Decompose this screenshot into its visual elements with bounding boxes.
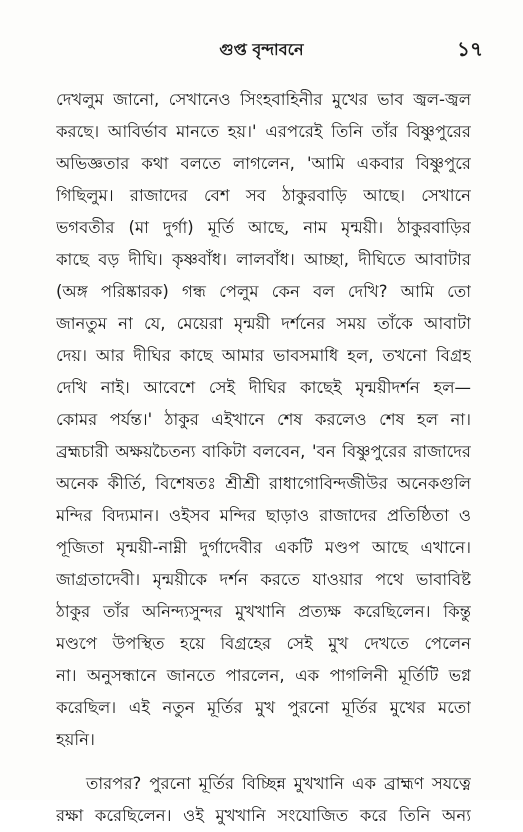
text-line: কোমর পর্যন্ত।' ঠাকুর এইখানে শেষ করলেও শেষ হল না।	[56, 410, 471, 429]
text-line: না। অনুসন্ধানে জানতে পারলেন, এক পাগলিনী মূর্তিটি ভগ্ন	[56, 666, 471, 685]
chapter-title: গুপ্ত বৃন্দাবনে	[219, 40, 304, 59]
text-line: গিছিলুম। রাজাদের বেশ সব ঠাকুরবাড়ি আছে। সেখানে	[56, 186, 471, 205]
text-line: (অঙ্গ পরিষ্কারক) গন্ধ পেলুম কেন বল দেখি? আমি তো	[56, 282, 471, 301]
text-line: পূজিতা মৃন্ময়ী-নাম্নী দুর্গাদেবীর একটি মণ্ডপ আছে এখানে।	[56, 538, 471, 557]
paragraph	[56, 768, 471, 832]
text-line: মন্দির বিদ্যমান। ওইসব মন্দির ছাড়াও রাজাদের প্রতিষ্ঠিতা ও	[56, 506, 471, 525]
text-line: অভিজ্ঞতার কথা বলতে লাগলেন, 'আমি একবার বিষ্ণুপুরে	[56, 154, 471, 173]
text-line: করছে। আবির্ভাব মানতে হয়।' এরপরেই তিনি তাঁর বিষ্ণুপুরের	[56, 122, 471, 141]
text-line: জাগ্রতাদেবী। মৃন্ময়ীকে দর্শন করতে যাওয়ার পথে ভাবাবিষ্ট	[56, 570, 471, 589]
text-line: দেয়। আর দীঘির কাছে আমার ভাবসমাধি হল, তখনো বিগ্রহ	[56, 346, 471, 365]
text-line: ভগবতীর (মা দুর্গা) মূর্তি আছে, নাম মৃন্ময়ী। ঠাকুরবাড়ির	[56, 218, 471, 237]
text-line: মণ্ডপে উপস্থিত হয়ে বিগ্রহের সেই মুখ দেখতে পেলেন	[56, 634, 471, 653]
text-line: করেছিল। এই নতুন মূর্তির মুখ পুরনো মূর্তির মুখের মতো	[56, 698, 471, 717]
text-line: জানতুম না যে, মেয়েরা মৃন্ময়ী দর্শনের সময় তাঁকে আবাটা	[56, 314, 471, 333]
paragraph-gap	[56, 756, 471, 768]
text-line: দেখলুম জানো, সেখানেও সিংহবাহিনীর মুখের ভাব জ্বল-জ্বল	[56, 90, 471, 109]
text-line: হয়নি।	[56, 730, 95, 749]
text-line: কাছে বড় দীঘি। কৃষ্ণবাঁধ। লালবাঁধ। আচ্ছা, দীঘিতে আবাটার	[56, 250, 471, 269]
body-text	[56, 84, 471, 832]
paragraph	[56, 84, 471, 756]
page-number: ১৭	[457, 37, 483, 61]
text-line: ব্রহ্মচারী অক্ষয়চৈতন্য বাকিটা বলবেন, 'বন বিষ্ণুপুরের রাজাদের	[56, 442, 471, 461]
text-line: অনেক কীর্তি, বিশেষতঃ শ্রীশ্রী রাধাগোবিন্দজীউর অনেকগুলি	[56, 474, 471, 493]
text-line: দেখি নাই। আবেশে সেই দীঘির কাছেই মৃন্ময়ীদর্শন হল—	[56, 378, 471, 397]
text-line: তারপর? পুরনো মূর্তির বিচ্ছিন্ন মুখখানি এক ব্রাহ্মণ সযত্নে	[86, 774, 471, 793]
running-header	[0, 38, 523, 62]
text-line: ঠাকুর তাঁর অনিন্দ্যসুন্দর মুখখানি প্রত্যক্ষ করেছিলেন। কিন্তু	[56, 602, 471, 621]
text-line: রক্ষা করেছিলেন। ওই মুখখানি সংযোজিত করে তিনি অন্য	[56, 806, 471, 825]
